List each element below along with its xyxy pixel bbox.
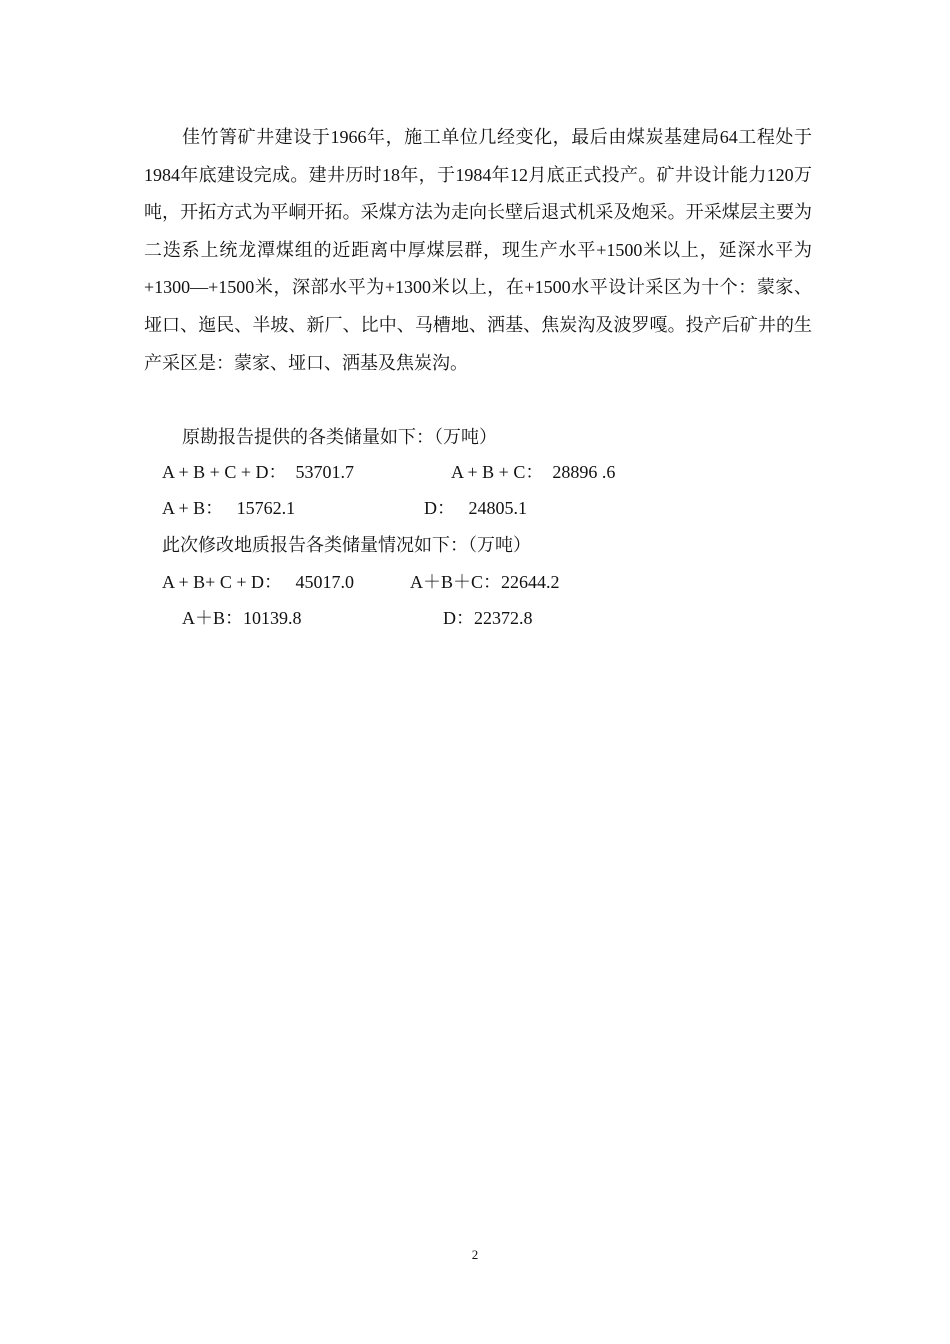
revised-reserves-intro: 此次修改地质报告各类储量情况如下：（万吨） <box>162 535 531 555</box>
original-reserves-d: D： 24805.1 <box>424 498 527 518</box>
revised-reserves-ab: A＋B：10139.8 <box>182 608 302 628</box>
original-reserves-abcd: A + B + C + D： 53701.7 <box>162 462 354 482</box>
original-reserves-ab: A + B： 15762.1 <box>162 498 296 518</box>
original-reserves-abc: A + B + C： 28896 .6 <box>451 462 616 482</box>
original-reserves-intro: 原勘报告提供的各类储量如下：（万吨） <box>182 427 497 447</box>
revised-reserves-d: D：22372.8 <box>443 608 533 628</box>
page-number: 2 <box>471 1247 479 1262</box>
revised-reserves-abc: A＋B＋C：22644.2 <box>410 572 560 592</box>
revised-reserves-abcd: A + B+ C + D： 45017.0 <box>162 572 354 592</box>
mine-history-paragraph: 佳竹箐矿井建设于1966年，施工单位几经变化，最后由煤炭基建局64工程处于1984年底建设完成。建井历时18年，于1984年12月底正式投产。矿井设计能力120万吨，开拓方式为平峒开拓。采煤方法为走向长壁后退式机采及炮采。开采煤层主要为二迭系上统龙潭煤组的近距离中厚煤层群，现生产水平+1500米以上，延深水平为+1300—+1500米，深部水平为+1300米以上，在+1500水平设计采区为十个：蒙家、垭口、迤民、半坡、新厂、比中、马槽地、洒基、焦炭沟及波罗嘎。投产后矿井的生产采区是：蒙家、垭口、洒基及焦炭沟。 <box>144 127 812 373</box>
